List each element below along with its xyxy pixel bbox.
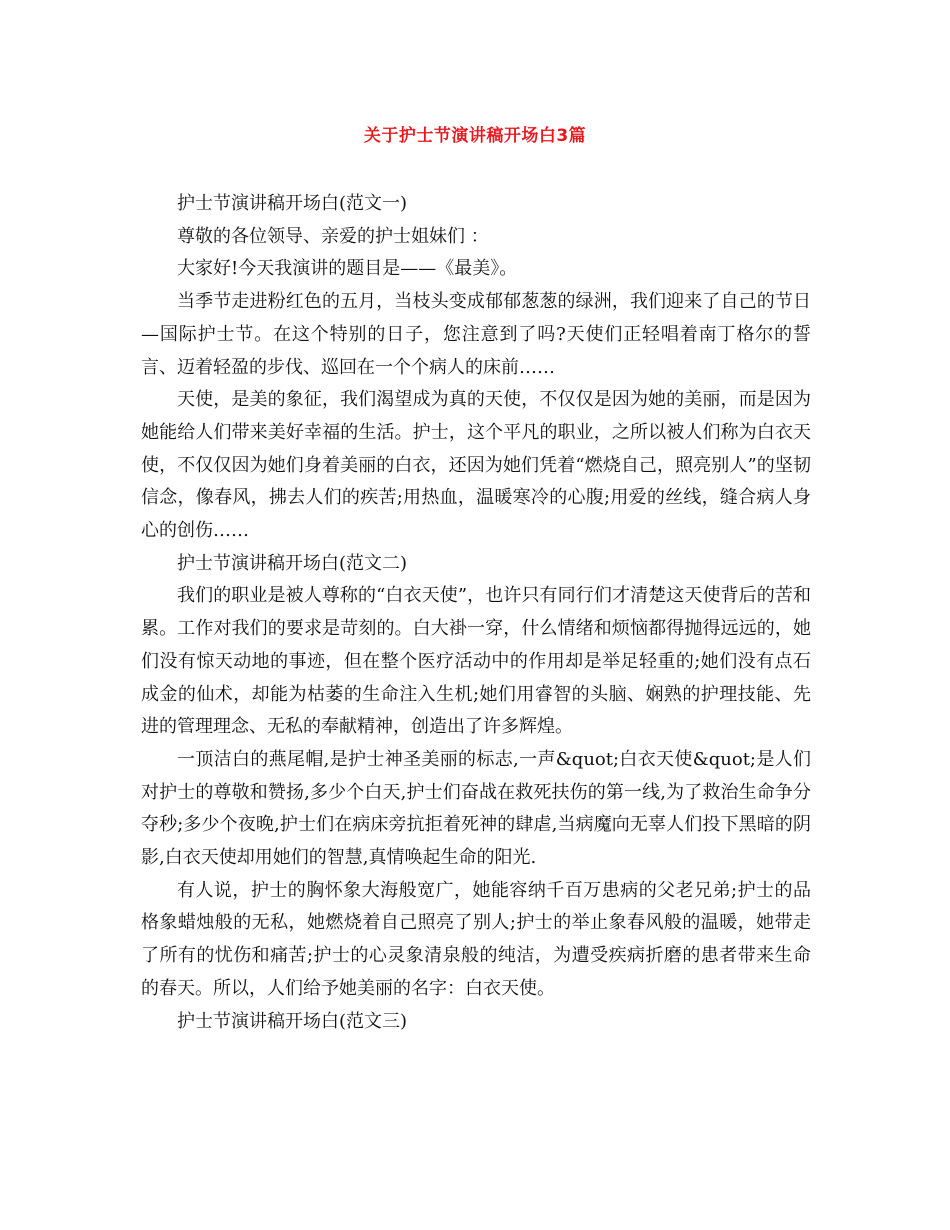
document-title: 关于护士节演讲稿开场白3篇 <box>363 126 587 146</box>
paragraph-greeting: 大家好!今天我演讲的题目是——《最美》。 <box>177 258 518 280</box>
paragraph: 我们的职业是被人尊称的“白衣天使”，也许只有同行们才清楚这天使背后的苦和累。工作对我们的要求是苛刻的。白大褂一穿，什么情绪和烦恼都得抛得远远的，她们没有惊天动地的事迹，但在整个医疗活动中的作用却是举足轻重的;她们没有点石成金的仙术，却能为枯萎的生命注入生机;她们用睿智的头脑、娴熟的护理技能、先进的管理理念、无私的奉献精神，创造出了许多辉煌。 <box>141 585 811 738</box>
paragraph-heading-3: 护士节演讲稿开场白(范文三) <box>177 1010 408 1032</box>
paragraph: 一顶洁白的燕尾帽,是护士神圣美丽的标志,一声&quot;白衣天使&quot;是人们对护士的尊敬和赞扬,多少个白天,护士们奋战在救死扶伤的第一线,为了救治生命争分夺秒;多少个夜晚,护士们在病床旁抗拒着死神的肆虐,当病魔向无辜人们投下黑暗的阴影,白衣天使却用她们的智慧,真情唤起生命的阳光. <box>141 748 811 869</box>
paragraph-heading-2: 护士节演讲稿开场白(范文二) <box>177 552 408 574</box>
paragraph-salutation: 尊敬的各位领导、亲爱的护士姐妹们 ： <box>177 225 489 247</box>
paragraph: 天使，是美的象征，我们渴望成为真的天使，不仅仅是因为她的美丽，而是因为她能给人们带来美好幸福的生活。护士，这个平凡的职业，之所以被人们称为白衣天使，不仅仅因为她们身着美丽的白衣，还因为她们凭着“燃烧自己，照亮别人”的坚韧信念，像春风，拂去人们的疾苦;用热血，温暖寒冷的心腹;用爱的丝线，缝合病人身心的创伤…… <box>141 389 811 542</box>
paragraph: 有人说，护士的胸怀象大海般宽广，她能容纳千百万患病的父老兄弟;护士的品格象蜡烛般的无私，她燃烧着自己照亮了别人;护士的举止象春风般的温暖，她带走了所有的忧伤和痛苦;护士的心灵象清泉般的纯洁，为遭受疾病折磨的患者带来生命的春天。所以，人们给予她美丽的名字：白衣天使。 <box>141 879 811 999</box>
paragraph-heading-1: 护士节演讲稿开场白(范文一) <box>177 193 408 214</box>
document-body <box>141 188 811 1038</box>
paragraph: 当季节走进粉红色的五月，当枝头变成郁郁葱葱的绿洲，我们迎来了自己的节日—国际护士节。在这个特别的日子，您注意到了吗?天使们正轻唱着南丁格尔的誓言、迈着轻盈的步伐、巡回在一个个病人的床前…… <box>141 291 811 378</box>
